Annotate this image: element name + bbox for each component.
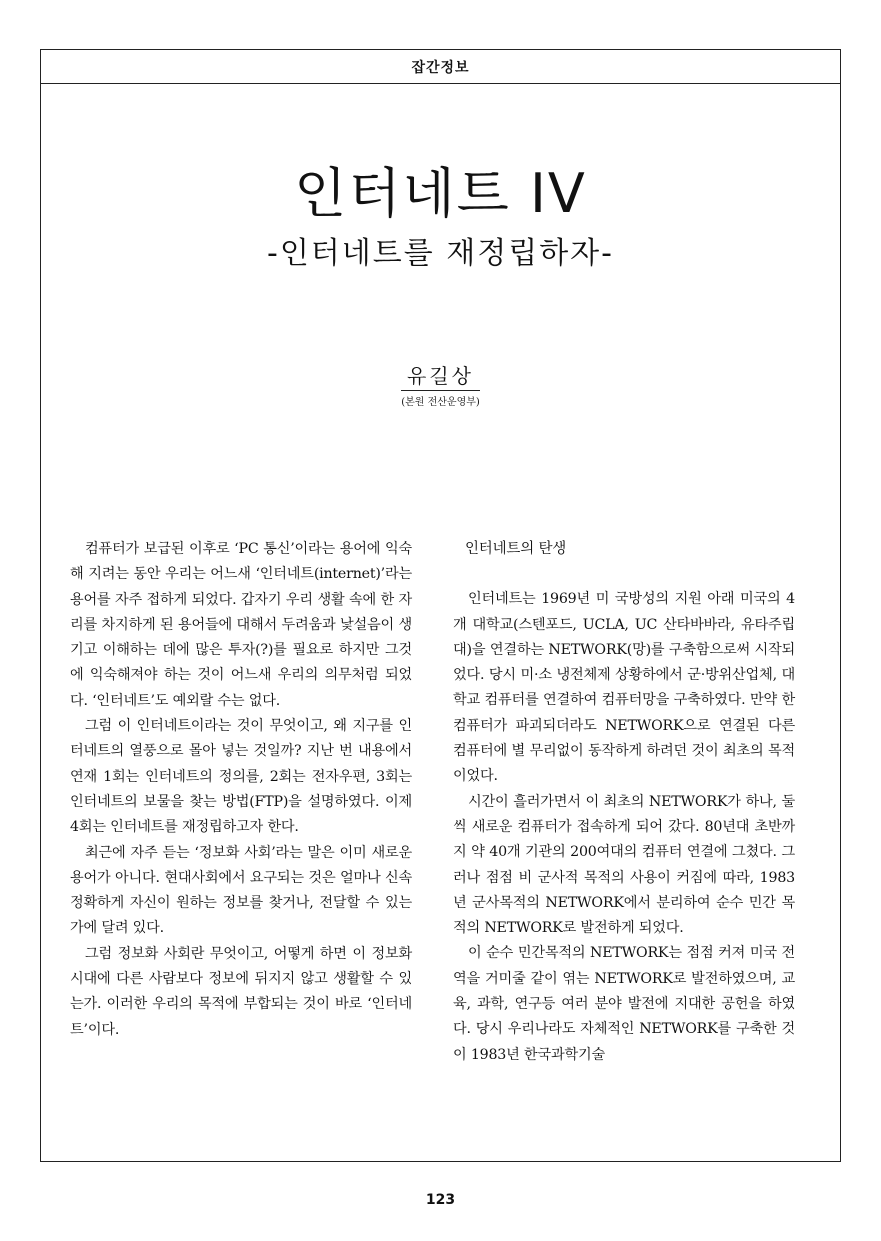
header-bar xyxy=(41,50,840,84)
body-paragraph: 컴퓨터가 보급된 이후로 ‘PC 통신’이라는 용어에 익숙해 지려는 동안 우리는 어느새 ‘인터네트(internet)’라는 용어를 자주 접하게 되었다. 갑자기 우리 생활 속에 한 자리를 차지하게 된 용어들에 대해서 두려움과 낯설음이 생기고 이해하는 데에 많은 투자(?)를 필요로 하지만 그것에 익숙해져야 하는 것이 어느새 우리의 의무처럼 되었다. ‘인터네트’도 예외랄 수는 없다. xyxy=(70,541,412,709)
body-paragraph: 이 순수 민간목적의 NETWORK는 점점 커져 미국 전역을 거미줄 같이 엮는 NETWORK로 발전하였으며, 교육, 과학, 연구등 여러 분야 발전에 지대한 공헌을 하였다. 당시 우리나라도 자체적인 NETWORK를 구축한 것이 1983년 한국과학기술 xyxy=(453,945,795,1063)
author-affiliation: (본원 전산운영부) xyxy=(401,397,480,408)
article-subtitle: -인터네트를 재정립하자- xyxy=(267,236,614,271)
author-block xyxy=(41,363,840,389)
page-number: 123 xyxy=(425,1192,456,1208)
body-paragraph: 그럼 정보화 사회란 무엇이고, 어떻게 하면 이 정보화 시대에 다른 사람보다 정보에 뒤지지 않고 생활할 수 있는가. 이러한 우리의 목적에 부합되는 것이 바로 ‘인터네트’이다. xyxy=(70,945,412,1038)
author-name: 유길상 xyxy=(401,364,480,391)
body-paragraph: 그럼 이 인터네트이라는 것이 무엇이고, 왜 지구를 인터네트의 열풍으로 몰아 넣는 것일까? 지난 번 내용에서 연재 1회는 인터네트의 정의를, 2회는 전자우편, 3회는 인터네트의 보물을 찾는 방법(FTP)을 설명하였다. 이제 4회는 인터네트를 재정립하고자 한다. xyxy=(70,718,412,836)
body-paragraph: 최근에 자주 듣는 ‘정보화 사회’라는 말은 이미 새로운 용어가 아니다. 현대사회에서 요구되는 것은 얼마나 신속 정확하게 자신이 원하는 정보를 찾거나, 전달할 수 있는가에 달려 있다. xyxy=(70,844,412,937)
body-paragraph: 인터네트는 1969년 미 국방성의 지원 아래 미국의 4개 대학교(스텐포드, UCLA, UC 산타바바라, 유타주립대)을 연결하는 NETWORK(망)를 구축함으로써 시작되었다. 당시 미·소 냉전체제 상황하에서 군·방위산업체, 대학교 컴퓨터를 연결하여 컴퓨터망을 구축하였다. 만약 한 컴퓨터가 파괴되더라도 NETWORK으로 연결된 다른 컴퓨터에 별 무리없이 동작하게 하려던 것이 최초의 목적이었다. xyxy=(453,591,795,785)
right-column xyxy=(453,537,795,1068)
article-title: 인터네트 IV xyxy=(294,162,587,225)
left-column xyxy=(70,537,412,1043)
page-frame xyxy=(40,49,841,1162)
section-heading: 인터네트의 탄생 xyxy=(465,541,567,557)
section-label: 잡간정보 xyxy=(411,59,470,76)
body-paragraph: 시간이 흘러가면서 이 최초의 NETWORK가 하나, 둘씩 새로운 컴퓨터가 접속하게 되어 갔다. 80년대 초반까지 약 40개 기관의 200여대의 컴퓨터 연결에 그쳤다. 그러나 점점 비 군사적 목적의 사용이 커짐에 따라, 1983년 군사목적의 NETWORK에서 분리하여 순수 민간 목적의 NETWORK로 발전하게 되었다. xyxy=(453,793,795,937)
